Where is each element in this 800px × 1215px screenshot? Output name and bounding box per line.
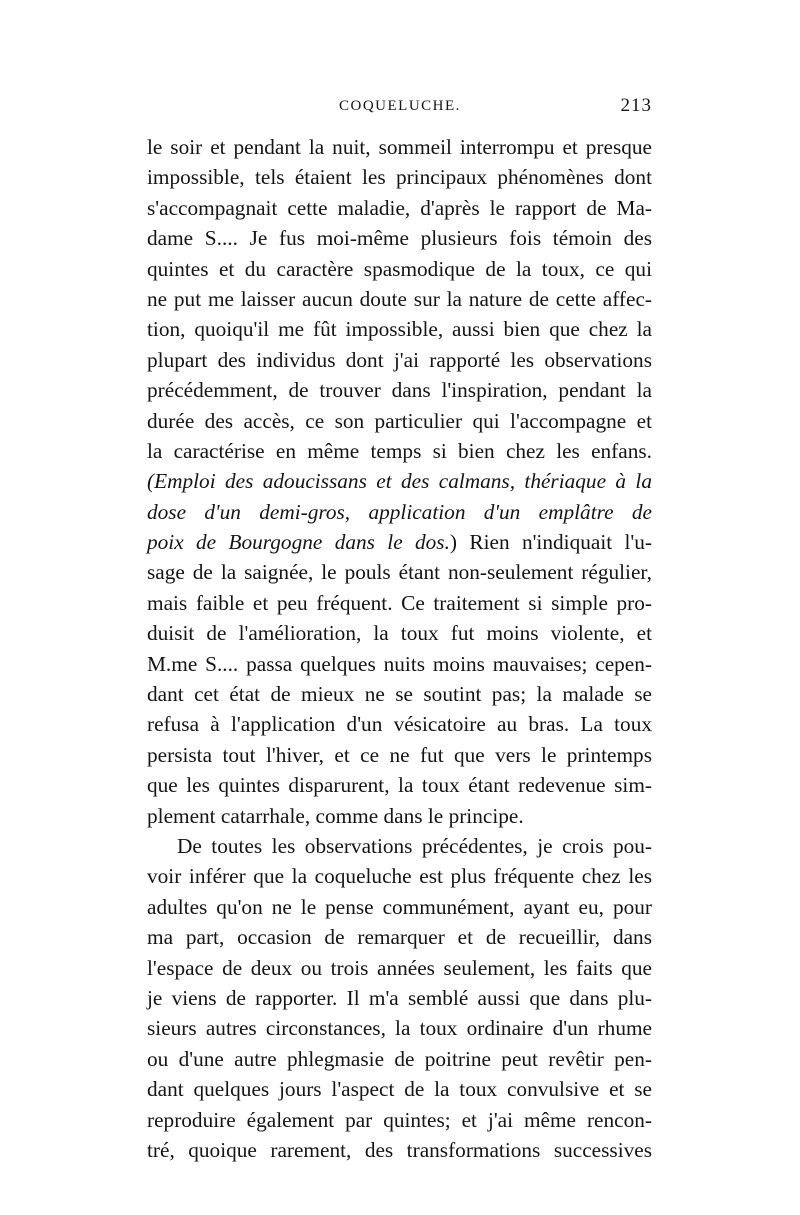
italic-text: dose d'un demi-gros, application d'un emplâtre de bbox=[147, 499, 652, 524]
text-line: ou d'une autre phlegmasie de poitrine peut revêtir pen- bbox=[147, 1046, 652, 1071]
text-line: ne put me laisser aucun doute sur la nature de cette affec- bbox=[147, 286, 652, 311]
page-number: 213 bbox=[620, 95, 652, 116]
italic-text: poix de Bourgogne dans le dos. bbox=[147, 530, 450, 555]
text-line: dame S.... Je fus moi-même plusieurs fois témoin des bbox=[147, 226, 652, 251]
text-line-italic bbox=[147, 497, 652, 527]
text-line: que les quintes disparurent, la toux étant redevenue sim- bbox=[147, 773, 652, 798]
running-head bbox=[147, 95, 652, 128]
text-line: dant quelques jours l'aspect de la toux convulsive et se bbox=[147, 1077, 652, 1102]
text-line: quintes et du caractère spasmodique de la toux, ce qui bbox=[147, 256, 652, 281]
text-line: je viens de rapporter. Il m'a semblé aussi que dans plu- bbox=[147, 985, 652, 1010]
text-line-italic bbox=[147, 466, 652, 496]
text-line: sage de la saignée, le pouls étant non-seulement régulier, bbox=[147, 560, 652, 585]
text-line: De toutes les observations précédentes, je crois pou- bbox=[177, 833, 652, 858]
text-line: précédemment, de trouver dans l'inspiration, pendant la bbox=[147, 378, 652, 403]
text-line: dant cet état de mieux ne se soutint pas; la malade se bbox=[147, 682, 652, 707]
text-line: sieurs autres circonstances, la toux ordinaire d'un rhume bbox=[147, 1016, 652, 1041]
text-line: impossible, tels étaient les principaux phénomènes dont bbox=[147, 165, 652, 190]
roman-text: ) Rien n'indiquait l'u- bbox=[449, 530, 653, 555]
text-line: persista tout l'hiver, et ce ne fut que vers le printemps bbox=[147, 742, 652, 767]
text-line: tré, quoique rarement, des transformations successives bbox=[147, 1137, 652, 1162]
text-line: voir inférer que la coqueluche est plus fréquente chez les bbox=[147, 864, 652, 889]
text-line: adultes qu'on ne le pense communément, ayant eu, pour bbox=[147, 894, 652, 919]
text-line: duisit de l'amélioration, la toux fut moins violente, et bbox=[147, 621, 652, 646]
text-line: reproduire également par quintes; et j'ai même rencon- bbox=[147, 1107, 652, 1132]
text-line: s'accompagnait cette maladie, d'après le rapport de Ma- bbox=[147, 195, 652, 220]
text-line: mais faible et peu fréquent. Ce traitement si simple pro- bbox=[147, 590, 652, 615]
text-line: tion, quoiqu'il me fût impossible, aussi bien que chez la bbox=[147, 317, 652, 342]
text-line: plupart des individus dont j'ai rapporté les observations bbox=[147, 347, 652, 372]
text-line-mixed bbox=[147, 527, 652, 557]
text-line: durée des accès, ce son particulier qui l'accompagne et bbox=[147, 408, 652, 433]
text-line: l'espace de deux ou trois années seulement, les faits que bbox=[147, 955, 652, 980]
text-line: le soir et pendant la nuit, sommeil interrompu et presque bbox=[147, 135, 652, 159]
text-line: refusa à l'application d'un vésicatoire au bras. La toux bbox=[147, 712, 652, 737]
text-line: ma part, occasion de remarquer et de recueillir, dans bbox=[147, 925, 652, 950]
text-line: M.me S.... passa quelques nuits moins mauvaises; cepen- bbox=[147, 651, 652, 676]
running-title: COQUELUCHE. bbox=[339, 98, 461, 114]
body-text bbox=[147, 132, 652, 1165]
italic-text: (Emploi des adoucissans et des calmans, thériaque à la bbox=[147, 469, 652, 494]
text-line: plement catarrhale, comme dans le principe. bbox=[147, 803, 524, 828]
text-line: la caractérise en même temps si bien chez les enfans. bbox=[147, 438, 652, 463]
